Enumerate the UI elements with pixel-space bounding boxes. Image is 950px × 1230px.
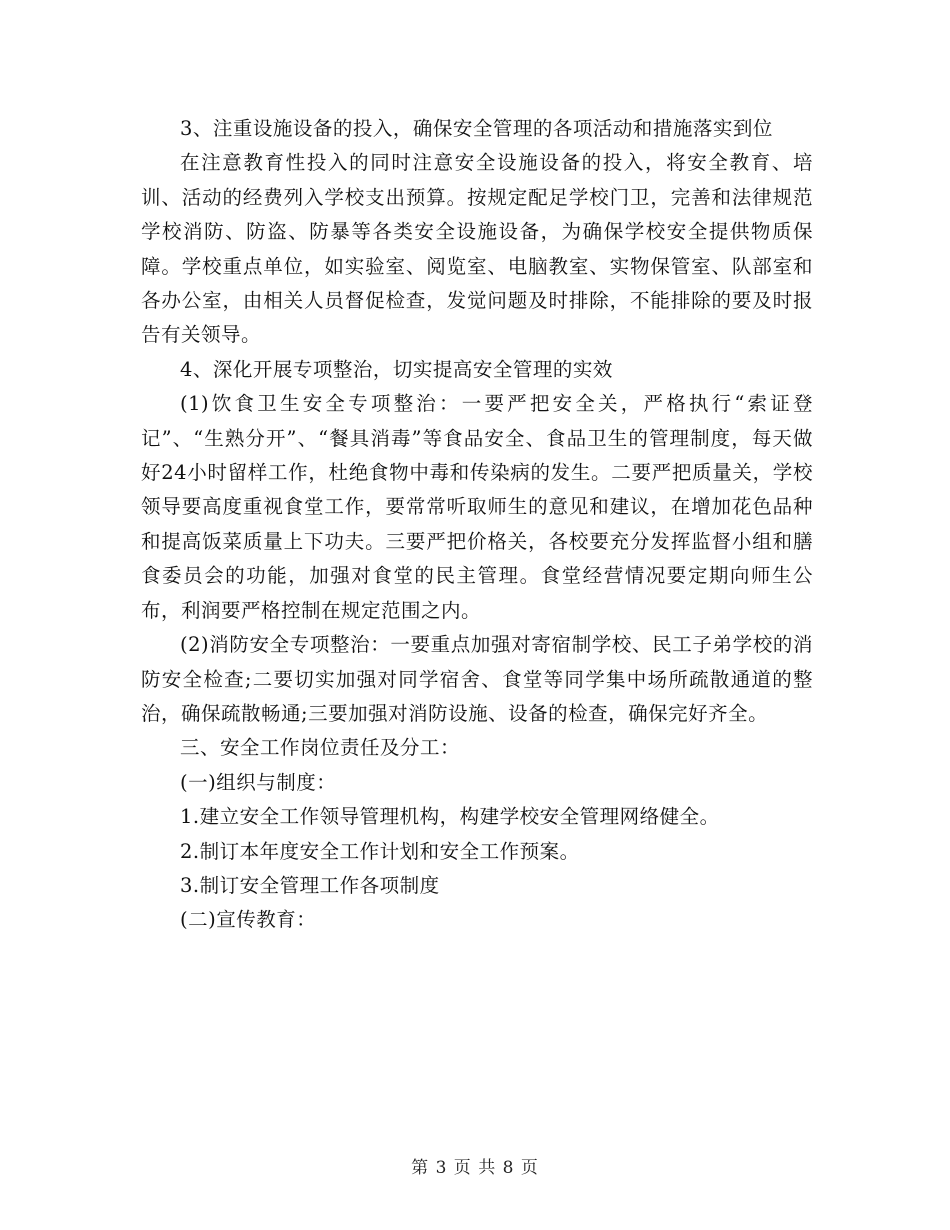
paragraph-food-safety: (1)饮食卫生安全专项整治：一要严把安全关，严格执行“索证登记”、“生熟分开”、“餐具消毒”等食品安全、食品卫生的管理制度，每天做好24小时留样工作，杜绝食物中毒和传染病的发生。二要严把质量关，学校领导要高度重视食堂工作，要常常听取师生的意见和建议，在增加花色品种和提高饭菜质量上下功夫。三要严把价格关，各校要充分发挥监督小组和膳食委员会的功能，加强对食堂的民主管理。食堂经营情况要定期向师生公布，利润要严格控制在规定范围之内。	[141, 392, 813, 622]
list-item-3: 3.制订安全管理工作各项制度	[180, 873, 440, 897]
list-item-2: 2.制订本年度安全工作计划和安全工作预案。	[180, 839, 580, 863]
page-number-footer: 第 3 页 共 8 页	[411, 1158, 539, 1178]
subheading-organization: (一)组织与制度：	[180, 770, 337, 794]
list-item-1: 1.建立安全工作领导管理机构，构建学校安全管理网络健全。	[180, 805, 720, 829]
paragraph-facilities-detail: 在注意教育性投入的同时注意安全设施设备的投入，将安全教育、培训、活动的经费列入学校支出预算。按规定配足学校门卫，完善和法律规范学校消防、防盗、防暴等各类安全设施设备，为确保学校安全提供物质保障。学校重点单位，如实验室、阅览室、电脑教室、实物保管室、队部室和各办公室，由相关人员督促检查，发觉问题及时排除，不能排除的要及时报告有关领导。	[141, 151, 813, 347]
subheading-publicity: (二)宣传教育：	[180, 908, 317, 932]
paragraph-fire-safety: (2)消防安全专项整治：一要重点加强对寄宿制学校、民工子弟学校的消防安全检查;二要切实加强对同学宿舍、食堂等同学集中场所疏散通道的整治，确保疏散畅通;三要加强对消防设施、设备的检查，确保完好齐全。	[141, 633, 813, 725]
heading-facilities-investment: 3、注重设施设备的投入，确保安全管理的各项活动和措施落实到位	[180, 117, 773, 140]
heading-responsibilities: 三、安全工作岗位责任及分工：	[180, 736, 461, 760]
document-body	[141, 112, 813, 938]
heading-special-rectification: 4、深化开展专项整治，切实提高安全管理的实效	[180, 357, 613, 381]
